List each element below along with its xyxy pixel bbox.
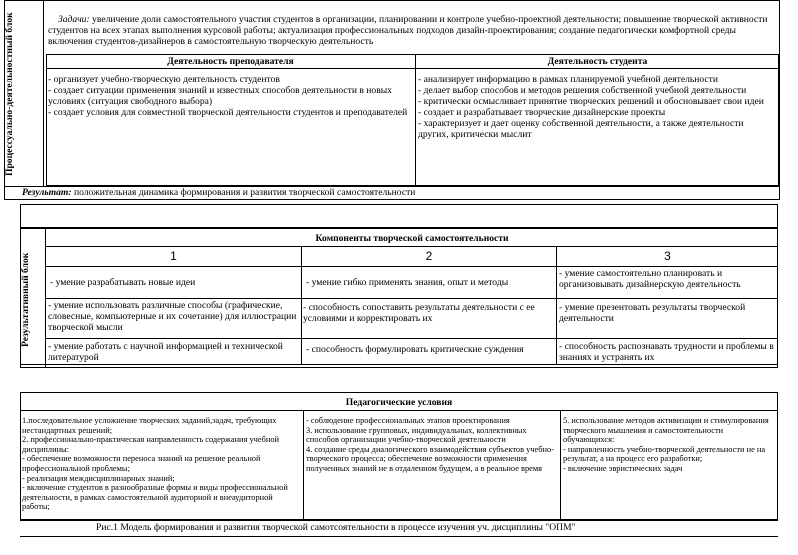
student-item: - характеризует и дает оценку собственной деятельности, а также деятельности других, критически мыслит <box>418 118 744 140</box>
component-cell: - способность распознавать трудности и проблемы в знаниях и устранять их <box>559 341 774 363</box>
column-number: 3 <box>664 249 671 263</box>
process-block-label: Процессуально-деятельностный блок <box>4 12 15 176</box>
student-list <box>418 74 776 140</box>
student-item: - делает выбор способов и методов решения собственной учебной деятельности <box>418 85 747 96</box>
condition-col: 1.последовательное усложнение творческих заданий,задач, требующих нестандартных решений; 2. профессионально-практическая направленность содержания учебной дисциплины: - обеспечение возможности переноса знаний на решение реальной профессиональной проблемы; - реализация междисциплинарных знаний; - включение студентов в разнообразные формы и виды профессиональной деятельности, в рамках самостоятельной аудиторной и внеаудиторной работы; <box>22 416 288 512</box>
row-line <box>46 298 778 299</box>
result-line <box>22 187 778 198</box>
activity-divider <box>415 54 416 186</box>
component-cell: - способность формулировать критические суждения <box>306 344 524 355</box>
teacher-list <box>48 74 412 118</box>
conditions-header: Педагогические условия <box>345 397 453 408</box>
caption-line <box>20 520 778 521</box>
row-line <box>46 266 778 267</box>
components-header-line <box>46 246 778 247</box>
component-cell: - умение разрабатывать новые идеи <box>50 277 196 288</box>
component-cell: - умение самостоятельно планировать и организовывать дизайнерскую деятельность <box>559 268 741 290</box>
tasks-text <box>48 14 775 47</box>
teacher-item: - организует учебно-творческую деятельность студентов <box>48 74 280 85</box>
student-item: - критически осмысливает принятие творческих решений и обосновывает свои идеи <box>418 96 764 107</box>
teacher-item: - создает ситуации применения знаний и известных способов деятельности в новых условиях (ситуация свободного выбора) <box>48 85 392 107</box>
conditions-divider <box>303 410 304 520</box>
column-number: 2 <box>425 249 433 263</box>
col-divider <box>556 246 557 364</box>
result-label: Результат: <box>22 187 72 198</box>
col-divider <box>301 246 302 364</box>
result-block-label: Результативный блок <box>20 252 31 348</box>
components-header: Компоненты творческой самостоятельности <box>315 233 509 244</box>
teacher-header: Деятельность преподавателя <box>167 56 294 67</box>
row-line <box>20 364 778 365</box>
teacher-item: - создает условия для совместной творческой деятельности студентов и преподавателей <box>48 107 408 118</box>
conditions-header-line <box>20 410 778 411</box>
component-cell: - умение презентовать результаты творческой деятельности <box>559 302 746 324</box>
bottom-line <box>20 536 778 537</box>
result-text: положительная динамика формирования и развития творческой самостоятельности <box>73 187 416 198</box>
component-cell: - способность сопоставить результаты деятельности с ее условиями и корректировать их <box>303 302 535 324</box>
tasks-label: Задачи: <box>58 14 90 25</box>
figure-caption: Рис.1 Модель формирования и развития творческой самотсоятельности в процессе изучения уч. дисциплины "ОПМ" <box>96 522 576 533</box>
tasks-body: увеличение доли самостоятельного участия студентов в организации, планировании и контроле учебно-проектной деятельности; повышение творческой активности студентов на всех этапах выполнения курсовой работы; актуализация профессиональных подходов дизайн-проектирования; создание педагогически комфортной среды включения студентов-дизайнеров в самостоятельную творческую деятельность <box>48 14 768 47</box>
component-cell: - умение гибко применять знания, опыт и методы <box>306 277 509 288</box>
column-number: 1 <box>170 249 177 263</box>
component-cell: - умение использовать различные способы (графические, словесные, компьютерные и их сочетание) для иллюстрации творческой мысли <box>48 300 297 333</box>
component-cell: - умение работать с научной информацией и технической литературой <box>48 341 283 363</box>
conditions-divider <box>560 410 561 520</box>
spacer-row <box>20 204 778 228</box>
condition-col: 5. использование методов активизации и стимулирования творческого мышления и самостоятельности обучающихся: - направленность учебно-творческой деятельности не на результат, а на процесс его разработки; - включение эвристических задач <box>563 416 769 473</box>
condition-col: - соблюдение профессиональных этапов проектирования 3. использование групповых, индивидуальных, коллективных способов организации учебно-творческой деятельности 4. создание среды диалогического взаимодействия субъектов учебно-творческого процесса; обеспечение возможности применения полученных знаний не в отдаленном будущем, а в реальное время <box>306 416 554 473</box>
student-item: - создает и разрабатывает творческие дизайнерские проекты <box>418 107 666 118</box>
student-header: Деятельность студента <box>547 56 648 67</box>
student-item: - анализирует информацию в рамках планируемой учебной деятельности <box>418 74 719 85</box>
row-line <box>46 338 778 339</box>
